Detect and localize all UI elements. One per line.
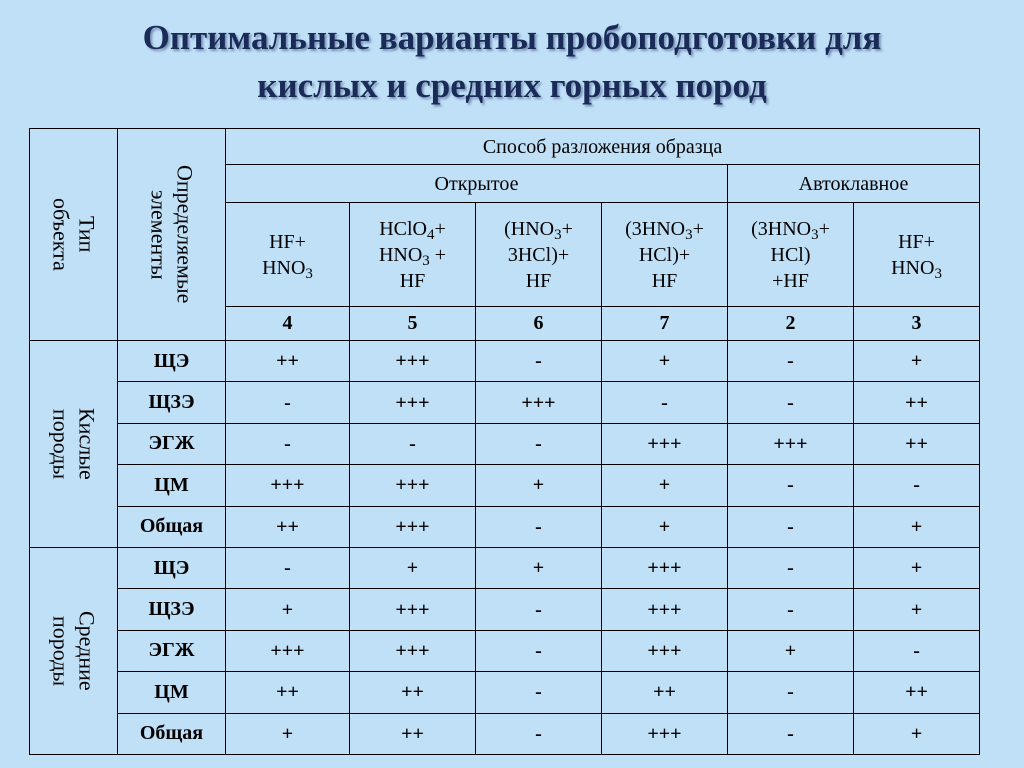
- rating-cell: ++: [350, 672, 476, 713]
- page-title: [0, 14, 1024, 110]
- rating-cell: +: [854, 547, 980, 588]
- element-name: Общая: [118, 713, 226, 754]
- reagent-subscript: 3: [554, 226, 562, 243]
- reagent-line: [728, 216, 853, 242]
- rating-cell: +: [854, 341, 980, 382]
- header-open: Открытое: [226, 165, 728, 203]
- rating-cell: +++: [350, 506, 476, 547]
- reagent-header: [350, 203, 476, 307]
- results-table: [29, 128, 980, 755]
- variant-number: 6: [476, 307, 602, 341]
- reagent-subscript: 3: [685, 226, 693, 243]
- table-row: [30, 465, 980, 506]
- rating-cell: +: [476, 465, 602, 506]
- reagent-line: [602, 242, 727, 268]
- table-row: [30, 713, 980, 754]
- table-row: [30, 506, 980, 547]
- table-row: [30, 382, 980, 423]
- reagent-line: [854, 229, 979, 255]
- reagent-line: [226, 255, 349, 281]
- reagent-text: HF: [651, 269, 678, 292]
- reagent-text: +: [692, 217, 704, 240]
- header-elements-line1: Определяемые: [172, 165, 198, 304]
- header-method: Способ разложения образца: [226, 129, 980, 165]
- table-row: [30, 630, 980, 671]
- rating-cell: -: [728, 589, 854, 630]
- reagent-text: HF+: [269, 230, 306, 253]
- rating-cell: +: [854, 506, 980, 547]
- rating-cell: +++: [602, 547, 728, 588]
- reagent-header: [854, 203, 980, 307]
- element-name: ЩЗЭ: [118, 589, 226, 630]
- rating-cell: ++: [602, 672, 728, 713]
- rating-cell: -: [226, 382, 350, 423]
- title-line-2: кислых и средних горных пород: [257, 66, 767, 105]
- reagent-text: (3HNO: [751, 217, 812, 240]
- header-elements: [118, 129, 226, 341]
- rating-cell: -: [728, 465, 854, 506]
- rating-cell: +: [226, 589, 350, 630]
- reagent-text: +: [561, 217, 573, 240]
- rating-cell: +++: [602, 713, 728, 754]
- header-object-type: [30, 129, 118, 341]
- rating-cell: -: [350, 423, 476, 464]
- rating-cell: -: [476, 423, 602, 464]
- header-object-type-line2: объекта: [48, 198, 74, 271]
- rating-cell: -: [476, 713, 602, 754]
- reagent-text: +: [434, 217, 446, 240]
- reagent-text: +HF: [772, 269, 809, 292]
- rating-cell: +++: [728, 423, 854, 464]
- rating-cell: +++: [602, 423, 728, 464]
- element-name: ЩЭ: [118, 341, 226, 382]
- reagent-header: [226, 203, 350, 307]
- reagent-text: +: [429, 243, 447, 266]
- rating-cell: ++: [226, 672, 350, 713]
- reagent-text: HF: [399, 269, 426, 292]
- rating-cell: -: [728, 341, 854, 382]
- reagent-subscript: 3: [422, 252, 430, 269]
- rating-cell: +: [602, 341, 728, 382]
- rating-cell: ++: [854, 423, 980, 464]
- element-name: ЩЭ: [118, 547, 226, 588]
- element-name: ЩЗЭ: [118, 382, 226, 423]
- group-label-line2: породы: [48, 615, 74, 686]
- reagent-text: (3HNO: [625, 217, 686, 240]
- group-label: [30, 341, 118, 548]
- rating-cell: -: [476, 672, 602, 713]
- title-line-1: Оптимальные варианты пробоподготовки для: [142, 18, 882, 57]
- rating-cell: ++: [854, 382, 980, 423]
- reagent-header: [728, 203, 854, 307]
- reagent-line: [602, 268, 727, 294]
- rating-cell: +: [728, 630, 854, 671]
- rating-cell: -: [226, 423, 350, 464]
- reagent-subscript: 4: [427, 226, 435, 243]
- reagent-text: HNO: [891, 256, 935, 279]
- rating-cell: -: [728, 713, 854, 754]
- rating-cell: +++: [602, 630, 728, 671]
- reagent-text: (HNO: [504, 217, 555, 240]
- rating-cell: +: [602, 465, 728, 506]
- rating-cell: +: [226, 713, 350, 754]
- reagent-text: HNO: [378, 243, 423, 266]
- rating-cell: +: [854, 713, 980, 754]
- reagent-line: [476, 216, 601, 242]
- variant-number: 4: [226, 307, 350, 341]
- rating-cell: -: [854, 630, 980, 671]
- variant-number: 3: [854, 307, 980, 341]
- element-name: ЦМ: [118, 465, 226, 506]
- reagent-line: [350, 242, 475, 268]
- rating-cell: +++: [602, 589, 728, 630]
- rating-cell: +++: [350, 465, 476, 506]
- rating-cell: ++: [226, 506, 350, 547]
- rating-cell: +++: [350, 341, 476, 382]
- rating-cell: +++: [226, 465, 350, 506]
- rating-cell: -: [476, 589, 602, 630]
- reagent-header: [476, 203, 602, 307]
- reagent-line: [476, 242, 601, 268]
- reagent-text: HCl): [770, 243, 811, 266]
- rating-cell: -: [476, 506, 602, 547]
- reagent-text: HF: [525, 269, 552, 292]
- element-name: ЭГЖ: [118, 630, 226, 671]
- reagent-line: [350, 268, 475, 294]
- reagent-subscript: 3: [305, 265, 313, 282]
- element-name: ЭГЖ: [118, 423, 226, 464]
- element-name: Общая: [118, 506, 226, 547]
- rating-cell: -: [476, 341, 602, 382]
- group-label-line1: Кислые: [74, 408, 100, 480]
- variant-number: 7: [602, 307, 728, 341]
- rating-cell: +++: [350, 630, 476, 671]
- reagent-text: HCl)+: [638, 243, 691, 266]
- rating-cell: ++: [350, 713, 476, 754]
- reagent-line: [226, 229, 349, 255]
- rating-cell: +: [854, 589, 980, 630]
- reagent-subscript: 3: [934, 265, 942, 282]
- rating-cell: -: [728, 547, 854, 588]
- rating-cell: +: [602, 506, 728, 547]
- rating-cell: +++: [350, 589, 476, 630]
- reagent-line: [350, 216, 475, 242]
- rating-cell: ++: [854, 672, 980, 713]
- variant-number: 5: [350, 307, 476, 341]
- reagent-subscript: 3: [811, 226, 819, 243]
- reagent-text: 3HCl)+: [507, 243, 570, 266]
- reagent-text: HF+: [898, 230, 935, 253]
- table-row: [30, 672, 980, 713]
- reagent-line: [728, 242, 853, 268]
- reagent-text: HClO: [379, 217, 427, 240]
- rating-cell: ++: [226, 341, 350, 382]
- rating-cell: +++: [226, 630, 350, 671]
- table-row: [30, 547, 980, 588]
- rating-cell: -: [728, 672, 854, 713]
- reagent-line: [854, 255, 979, 281]
- reagent-text: HNO: [262, 256, 306, 279]
- rating-cell: +: [476, 547, 602, 588]
- group-label-line2: породы: [48, 408, 74, 480]
- rating-cell: -: [602, 382, 728, 423]
- table-row: [30, 589, 980, 630]
- header-autoclave: Автоклавное: [728, 165, 980, 203]
- rating-cell: -: [728, 382, 854, 423]
- rating-cell: +++: [350, 382, 476, 423]
- rating-cell: -: [854, 465, 980, 506]
- header-elements-line2: элементы: [146, 189, 172, 280]
- rating-cell: +++: [476, 382, 602, 423]
- reagent-line: [602, 216, 727, 242]
- rating-cell: -: [728, 506, 854, 547]
- table-row: [30, 423, 980, 464]
- reagent-text: +: [818, 217, 830, 240]
- reagent-line: [476, 268, 601, 294]
- reagent-line: [728, 268, 853, 294]
- table-row: [30, 341, 980, 382]
- element-name: ЦМ: [118, 672, 226, 713]
- rating-cell: -: [226, 547, 350, 588]
- group-label-line1: Средние: [74, 611, 100, 691]
- reagent-header: [602, 203, 728, 307]
- group-label: [30, 547, 118, 754]
- rating-cell: -: [476, 630, 602, 671]
- rating-cell: +: [350, 547, 476, 588]
- header-object-type-line1: Тип: [74, 216, 100, 253]
- variant-number: 2: [728, 307, 854, 341]
